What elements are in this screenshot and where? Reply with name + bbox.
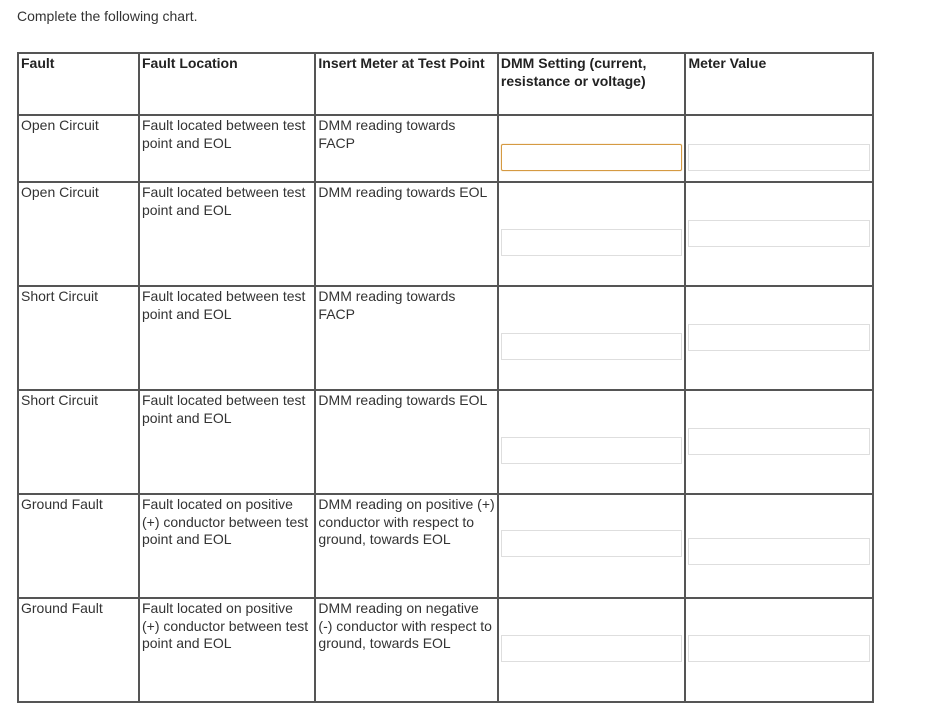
- table-row: [18, 115, 873, 182]
- table-header-row: [18, 53, 873, 115]
- dmm-setting-cell: [498, 182, 686, 286]
- header-dmm-setting: DMM Setting (current, resistance or voltage): [498, 53, 686, 115]
- meter-value-input[interactable]: [688, 635, 870, 662]
- dmm-setting-input[interactable]: [501, 635, 683, 662]
- meter-value-input[interactable]: [688, 220, 870, 247]
- dmm-setting-cell: [498, 494, 686, 598]
- location-cell: Fault located between test point and EOL: [139, 115, 315, 182]
- meter-point-cell: DMM reading on negative (-) conductor with respect to ground, towards EOL: [315, 598, 497, 702]
- table-row: [18, 598, 873, 702]
- dmm-setting-cell: [498, 286, 686, 390]
- dmm-setting-input[interactable]: [501, 229, 683, 256]
- header-meter-value: Meter Value: [685, 53, 873, 115]
- dmm-setting-input[interactable]: [501, 144, 683, 171]
- table-row: [18, 390, 873, 494]
- meter-value-cell: [685, 390, 873, 494]
- meter-point-cell: DMM reading towards FACP: [315, 286, 497, 390]
- fault-cell: Open Circuit: [18, 182, 139, 286]
- fault-cell: Ground Fault: [18, 494, 139, 598]
- table-row: [18, 494, 873, 598]
- meter-point-cell: DMM reading on positive (+) conductor with respect to ground, towards EOL: [315, 494, 497, 598]
- dmm-setting-cell: [498, 598, 686, 702]
- location-cell: Fault located between test point and EOL: [139, 182, 315, 286]
- meter-value-cell: [685, 115, 873, 182]
- dmm-setting-input[interactable]: [501, 437, 683, 464]
- table-row: [18, 286, 873, 390]
- dmm-setting-input[interactable]: [501, 530, 683, 557]
- table-row: [18, 182, 873, 286]
- dmm-setting-cell: [498, 390, 686, 494]
- meter-point-cell: DMM reading towards FACP: [315, 115, 497, 182]
- header-insert-meter: Insert Meter at Test Point: [315, 53, 497, 115]
- meter-value-cell: [685, 598, 873, 702]
- meter-value-input[interactable]: [688, 324, 870, 351]
- dmm-setting-cell: [498, 115, 686, 182]
- header-fault-location: Fault Location: [139, 53, 315, 115]
- meter-point-cell: DMM reading towards EOL: [315, 390, 497, 494]
- location-cell: Fault located on positive (+) conductor between test point and EOL: [139, 598, 315, 702]
- meter-value-cell: [685, 286, 873, 390]
- location-cell: Fault located on positive (+) conductor between test point and EOL: [139, 494, 315, 598]
- fault-cell: Short Circuit: [18, 286, 139, 390]
- meter-value-input[interactable]: [688, 144, 870, 171]
- instruction-text: Complete the following chart.: [17, 8, 198, 24]
- fault-chart-table: [17, 52, 874, 703]
- header-fault: Fault: [18, 53, 139, 115]
- fault-cell: Ground Fault: [18, 598, 139, 702]
- fault-cell: Short Circuit: [18, 390, 139, 494]
- location-cell: Fault located between test point and EOL: [139, 286, 315, 390]
- meter-value-input[interactable]: [688, 538, 870, 565]
- dmm-setting-input[interactable]: [501, 333, 683, 360]
- fault-cell: Open Circuit: [18, 115, 139, 182]
- meter-value-cell: [685, 182, 873, 286]
- meter-value-cell: [685, 494, 873, 598]
- meter-value-input[interactable]: [688, 428, 870, 455]
- meter-point-cell: DMM reading towards EOL: [315, 182, 497, 286]
- location-cell: Fault located between test point and EOL: [139, 390, 315, 494]
